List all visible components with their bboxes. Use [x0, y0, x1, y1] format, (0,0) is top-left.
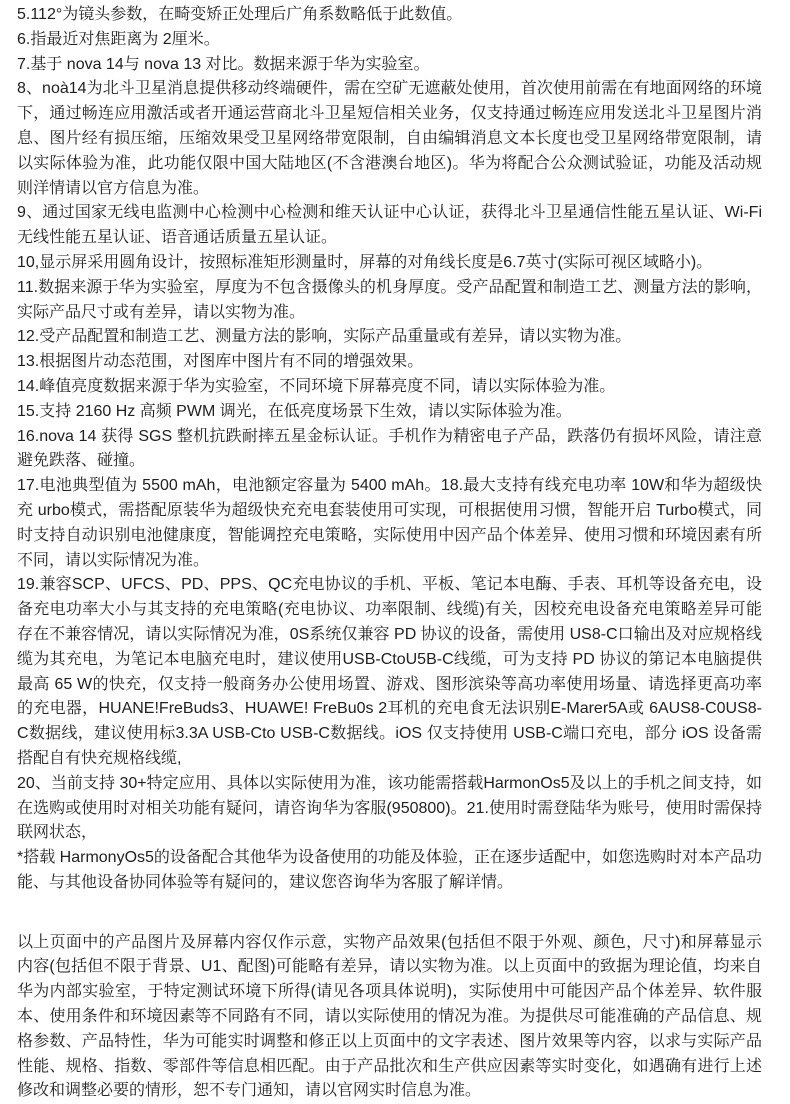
footnote-20-21: 20、当前支持 30+特定应用、具体以实际使用为准，该功能需搭载HarmonOs5及以上的手机之间支持，如在选购或使用时对相关功能有疑问，请咨询华为客服(950800)。21.使用时需登陆华为账号，使用时需保持联网状态，: [17, 774, 762, 842]
footnote-14: 14.峰值亮度数据来源于华为实验室，不同环境下屏幕亮度不同，请以实际体验为准。: [17, 377, 616, 395]
footnote-11: 11.数据来源于华为实验室，厚度为不包含摄像头的机身厚度。受产品配置和制造工艺、测量方法的影响，实际产品尺寸或有差异，请以实物为准。: [17, 278, 762, 321]
footnote-9: 9、通过国家无线电监测中心检测中心检测和维天认证中心认证，获得北斗卫星通信性能五星认证、Wi-Fi无线性能五星认证、语音通话质量五星认证。: [17, 204, 762, 247]
footnote-15: 15.支持 2160 Hz 高频 PWM 调光，在低亮度场景下生效，请以实际体验为准。: [17, 402, 572, 420]
footnote-12: 12.受产品配置和制造工艺、测量方法的影响，实际产品重量或有差异，请以实物为准。: [17, 328, 632, 346]
footnote-6: 6.指最近对焦距离为 2厘米。: [17, 30, 220, 48]
footnote-16: 16.nova 14 获得 SGS 整机抗跌耐摔五星金标认证。手机作为精密电子产品，跌落仍有损坏风险，请注意避免跌落、碰撞。: [17, 427, 762, 470]
legal-disclaimer-section: [17, 931, 762, 1104]
footnote-7: 7.基于 nova 14与 nova 13 对比。数据来源于华为实验室。: [17, 55, 430, 73]
footnotes-section: [17, 3, 762, 896]
footnote-17-18: 17.电池典型值为 5500 mAh，电池额定容量为 5400 mAh。18.最大支持有线充电功率 10W和华为超级快充 urbo模式，需搭配原装华为超级快充充电套装使用可实现，可根据使用习惯，智能开启 Turbo模式，同时支持自动识别电池健康度，智能调控充电策略，实际使用中因产品个体差异、使用习惯和环境因素有所不同，请以实际情况为准。: [17, 477, 762, 569]
legal-disclaimer-text: 以上页面中的产品图片及屏幕内容仅作示意，实物产品效果(包括但不限于外观、颜色，尺寸)和屏幕显示内容(包括但不限于背景、U1、配图)可能略有差异，请以实物为准。以上页面中的致据为理论值，均来自华为内部实验室，于特定测试环境下所得(请见各项具体说明)，实际使用中可能因产品个体差异、软件服本、使用条件和环境因素等不同路有不同，请以实际使用的情况为准。为提供尽可能准确的产品信息、规格参数、产品特性，华为可能实时调整和修正以上页面中的文字表述、图片效果等内容，以求与实际产品性能、规格、指数、零部件等信息相匹配。由于产品批次和生产供应因素等实时变化，如遇确有进行上述修改和调整必要的情形，恕不专门通知，请以官网实时信息为准。: [17, 933, 762, 1100]
footnote-harmonyos-star: *搭载 HarmonyOs5的设备配合其他华为设备使用的功能及体验，正在逐步适配中，如您选购时对本产品功能、与其他设备协同体验等有疑问的，建议您咨询华为客服了解详情。: [17, 849, 762, 891]
footnote-13: 13.根据图片动态范围，对图库中图片有不同的增强效果。: [17, 353, 424, 371]
footnote-5: 5.112°为镜头参数，在畸变矫正处理后广角系数略低于此数值。: [17, 6, 463, 23]
footnote-19: 19.兼容SCP、UFCS、PD、PPS、QC充电协议的手机、平板、笔记本电酶、手表、耳机等设备充电，设备充电功率大小与其支持的充电策略(充电协议、功率限制、线缆)有关，因校充电设备充电策略差异可能存在不兼容情况，请以实际情况为准，0S系统仅兼容 PD 协议的设备，需使用 US8-C口输出及对应规格线缆为其充电，为笔记本电脑充电时，建议使用USB-CtoU5B-C线缆，可为支持 PD 协议的第记本电脑提供最高 65 W的快充，仅支持一般商务办公使用场置、游戏、图形滨染等高功率使用场量、请选择更高功率的充电器，HUANE!FreBuds3、HUAWE! FreBu0s 2耳机的充电食无法识别E-Marer5A或 6AUS8-C0US8-C数据线，建议使用标3.3A USB-Cto USB-C数据线。iOS 仅支持使用 USB-C端口充电，部分 iOS 设备需搭配自有快充规格线缆,: [17, 576, 762, 767]
footnote-10: 10,显示屏采用圆角设计，按照标准矩形测量时，屏幕的对角线长度是6.7英寸(实际可视区域略小)。: [17, 253, 713, 271]
footnote-8: 8、noà14为北斗卫星消息提供移动终端硬件，需在空矿无遮蔽处使用，首次使用前需在有地面网络的环境下，通过畅连应用激活或者开通运营商北斗卫星短信相关业务，仅支持通过畅连应用发送北斗卫星图片消息、图片经有损压缩，压缩效果受卫星网络带宽限制，自由编辑消息文本长度也受卫星网络带宽限制，请以实际体验为准，此功能仅限中国大陆地区(不含港澳台地区)。华为将配合公众测试验证，功能及活动规则洋情请以官方信息为准。: [17, 80, 762, 197]
